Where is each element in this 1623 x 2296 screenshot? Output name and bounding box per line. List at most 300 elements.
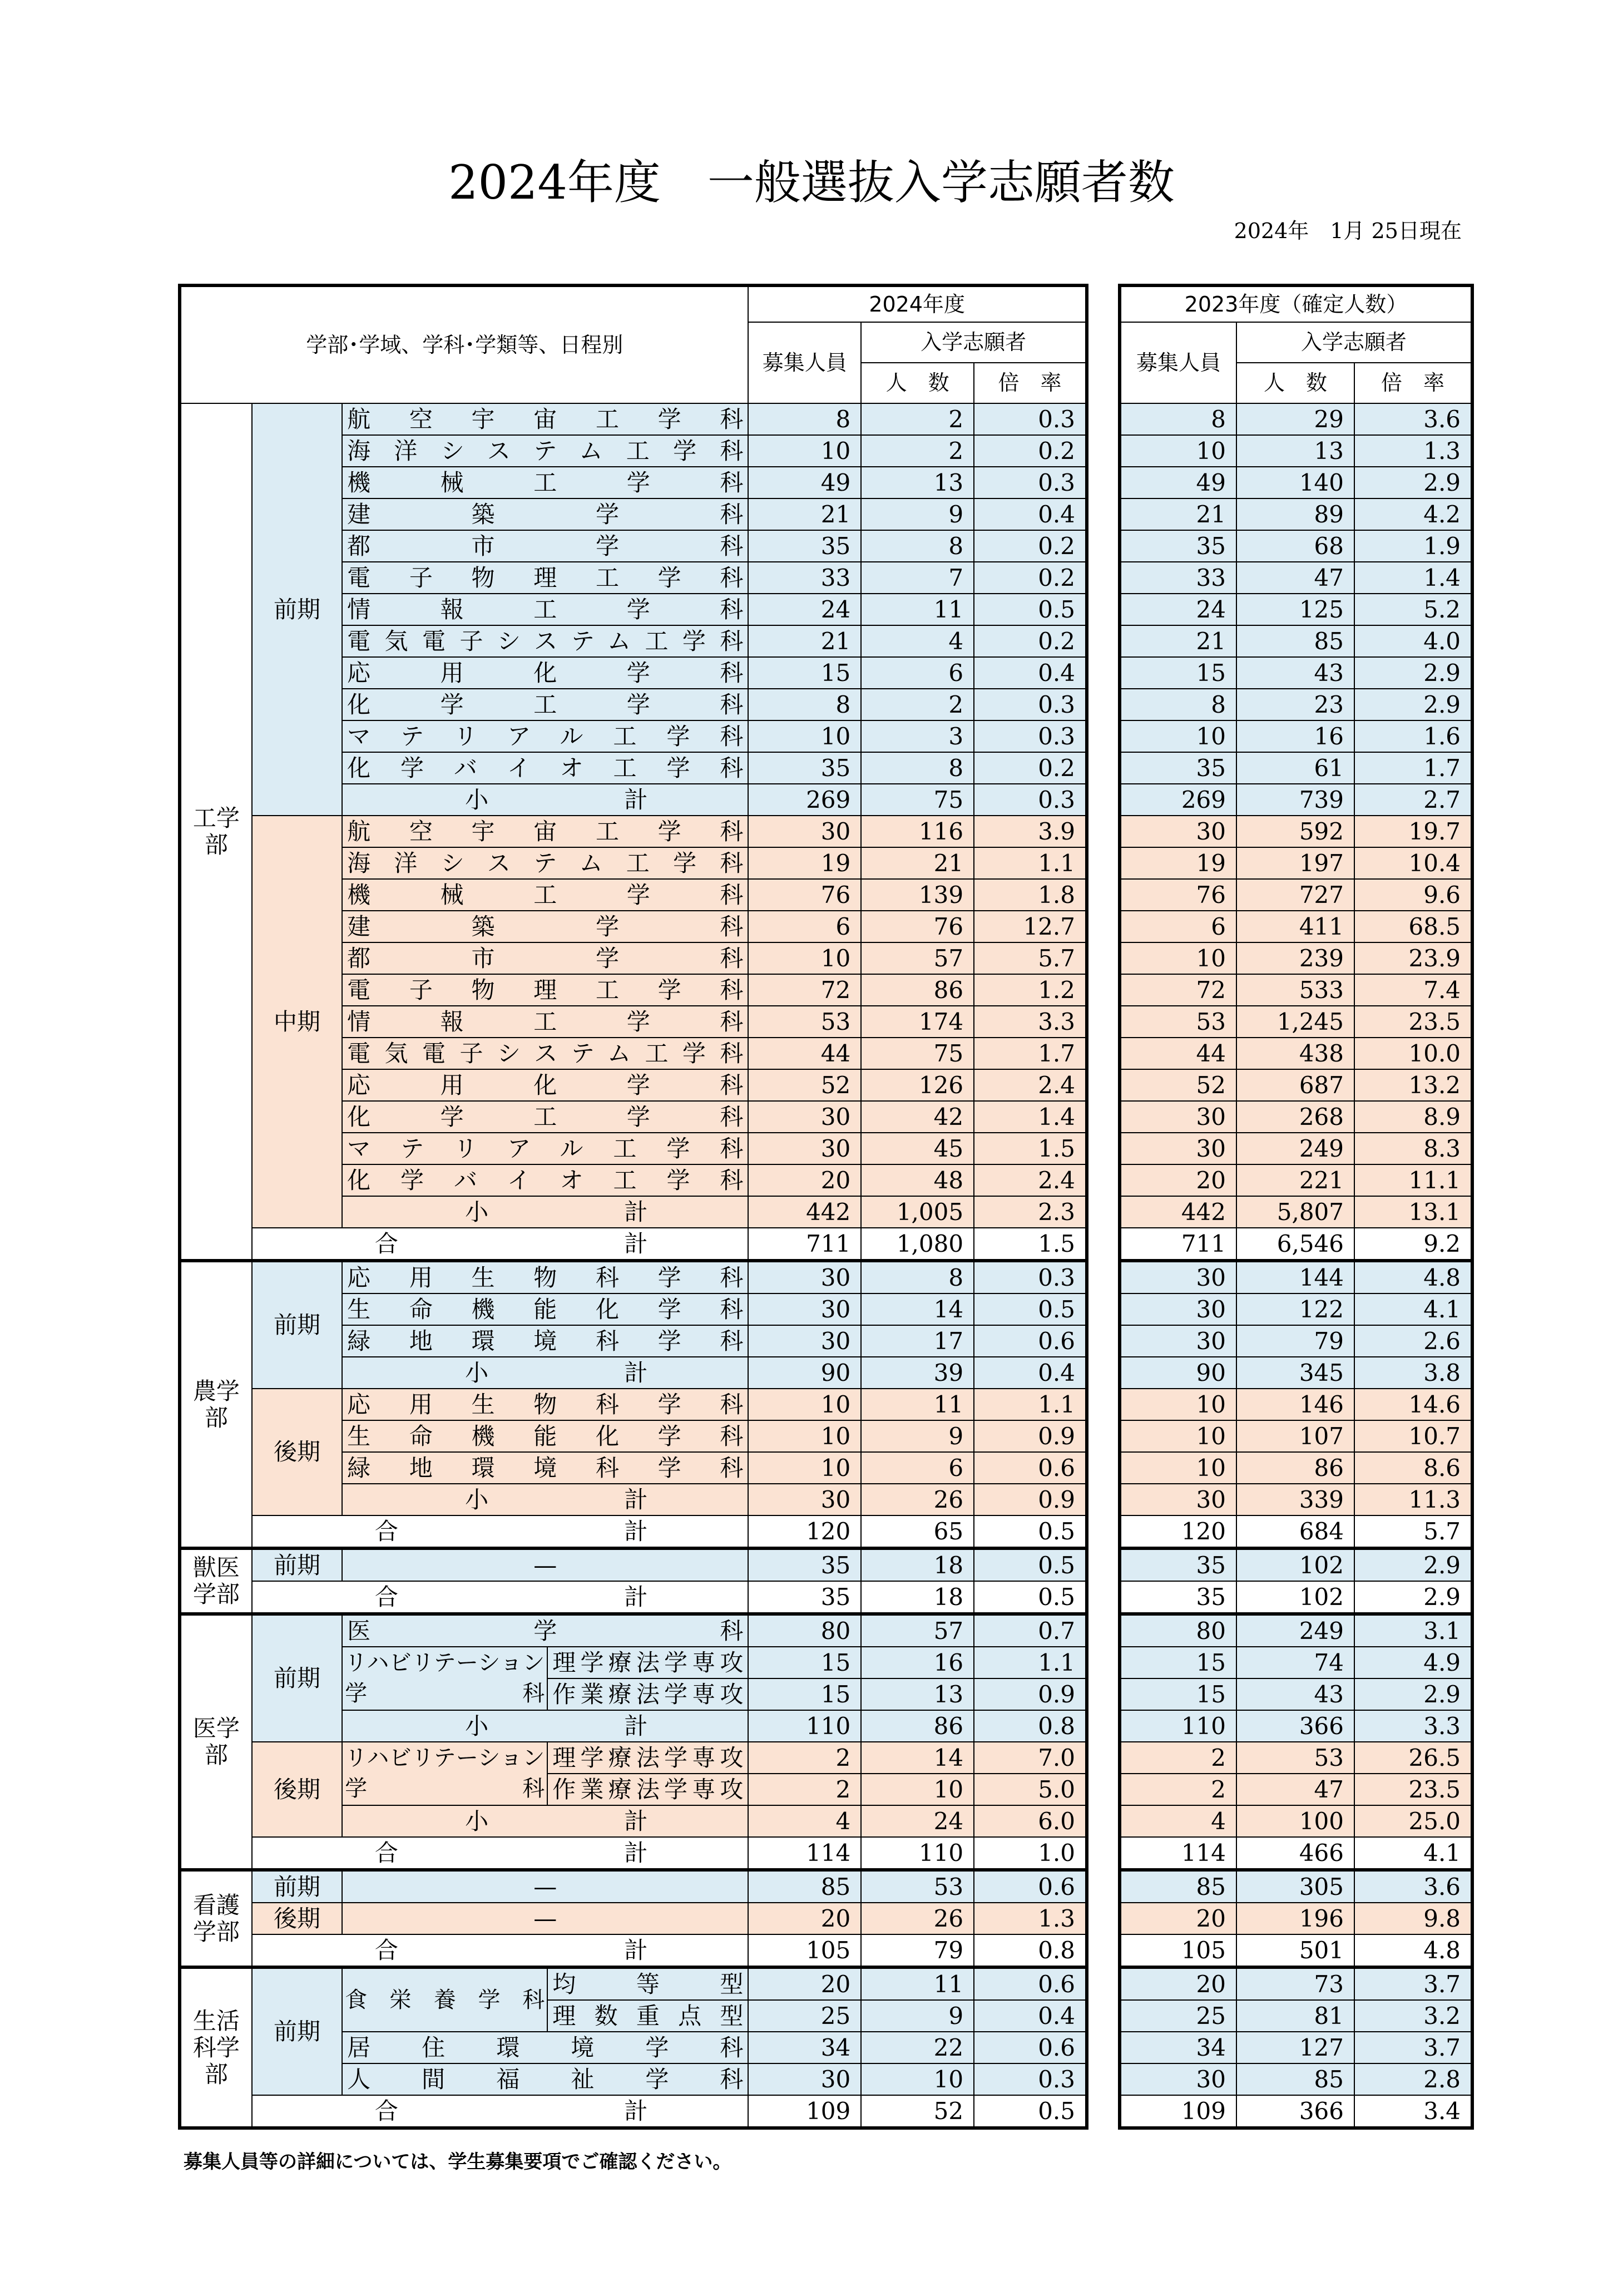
applicant-count-cell-2023: 73 <box>1236 1967 1354 2000</box>
applicant-count-cell: 11 <box>861 594 974 625</box>
capacity-cell-2023: 30 <box>1120 816 1236 847</box>
applicant-count-cell-2023: 366 <box>1236 2095 1354 2128</box>
ratio-cell: 0.4 <box>974 657 1087 689</box>
ratio-cell-2023: 1.7 <box>1354 752 1472 784</box>
department-name: 医学科 <box>342 1614 748 1647</box>
table-row <box>1120 816 1472 847</box>
ratio-cell-2023: 11.3 <box>1354 1484 1472 1515</box>
applicant-count-cell-2023: 5,807 <box>1236 1196 1354 1228</box>
capacity-cell-2023: 44 <box>1120 1038 1236 1069</box>
ratio-cell: 2.4 <box>974 1164 1087 1196</box>
course-name: 作業療法学専攻 <box>547 1678 748 1710</box>
table-row <box>1120 1678 1472 1710</box>
table-row <box>1120 562 1472 594</box>
capacity-cell: 90 <box>748 1357 861 1389</box>
ratio-cell-2023: 3.6 <box>1354 403 1472 435</box>
ratio-cell-2023: 4.9 <box>1354 1647 1472 1678</box>
table-row <box>1120 1101 1472 1133</box>
capacity-cell-2023: 10 <box>1120 1389 1236 1420</box>
applicant-count-cell: 3 <box>861 720 974 752</box>
total-label: 合計 <box>252 1934 749 1967</box>
ratio-cell: 0.8 <box>974 1934 1087 1967</box>
capacity-cell-2023: 10 <box>1120 720 1236 752</box>
capacity-cell-2023: 110 <box>1120 1710 1236 1742</box>
count-header-2023: 人 数 <box>1236 363 1354 403</box>
table-row <box>180 1228 1087 1261</box>
capacity-cell-2023: 30 <box>1120 1261 1236 1293</box>
capacity-cell-2023: 15 <box>1120 1678 1236 1710</box>
department-name: マテリアル工学科 <box>342 1133 748 1164</box>
ratio-cell-2023: 1.9 <box>1354 530 1472 562</box>
department-name: 海洋システム工学科 <box>342 847 748 879</box>
table-row <box>1120 1452 1472 1484</box>
ratio-cell-2023: 2.9 <box>1354 657 1472 689</box>
applicant-count-cell-2023: 305 <box>1236 1870 1354 1903</box>
faculty-cell: 医学部 <box>180 1614 252 1870</box>
ratio-cell: 0.3 <box>974 689 1087 720</box>
department-name: 電子物理工学科 <box>342 562 748 594</box>
applicant-count-cell: 9 <box>861 1420 974 1452</box>
applicant-count-cell-2023: 144 <box>1236 1261 1354 1293</box>
applicant-count-cell-2023: 125 <box>1236 594 1354 625</box>
ratio-cell: 0.2 <box>974 752 1087 784</box>
table-row <box>1120 847 1472 879</box>
table-row <box>1120 1325 1472 1357</box>
applicant-count-cell-2023: 239 <box>1236 942 1354 974</box>
applicant-count-cell: 9 <box>861 2000 974 2032</box>
applicant-count-cell: 86 <box>861 1710 974 1742</box>
department-name: 生命機能化学科 <box>342 1420 748 1452</box>
department-name: — <box>342 1870 748 1903</box>
table-row <box>1120 1870 1472 1903</box>
capacity-cell: 33 <box>748 562 861 594</box>
capacity-cell-2023: 35 <box>1120 1581 1236 1614</box>
ratio-cell: 1.5 <box>974 1133 1087 1164</box>
table-row <box>1120 1006 1472 1038</box>
ratio-cell: 0.5 <box>974 594 1087 625</box>
table-row <box>1120 942 1472 974</box>
capacity-cell: 35 <box>748 752 861 784</box>
ratio-cell: 0.8 <box>974 1710 1087 1742</box>
capacity-cell: 711 <box>748 1228 861 1261</box>
table-row <box>1120 1774 1472 1805</box>
ratio-cell: 0.2 <box>974 562 1087 594</box>
capacity-cell: 30 <box>748 1101 861 1133</box>
applicant-count-cell-2023: 1,245 <box>1236 1006 1354 1038</box>
capacity-cell-2023: 8 <box>1120 689 1236 720</box>
applicant-count-cell: 1,005 <box>861 1196 974 1228</box>
applicant-count-cell: 24 <box>861 1805 974 1837</box>
ratio-header-2023: 倍 率 <box>1354 363 1472 403</box>
applicant-count-cell: 16 <box>861 1647 974 1678</box>
capacity-cell-2023: 442 <box>1120 1196 1236 1228</box>
capacity-cell-2023: 120 <box>1120 1515 1236 1548</box>
table-2023 <box>1118 284 1474 2130</box>
table-row <box>1120 784 1472 816</box>
capacity-cell: 2 <box>748 1774 861 1805</box>
applicant-count-cell-2023: 140 <box>1236 467 1354 498</box>
capacity-cell: 10 <box>748 942 861 974</box>
table-row <box>1120 1164 1472 1196</box>
capacity-cell: 20 <box>748 1967 861 2000</box>
period-cell: 前期 <box>252 403 342 816</box>
applicant-count-cell-2023: 366 <box>1236 1710 1354 1742</box>
department-name: — <box>342 1548 748 1581</box>
applicant-count-cell-2023: 6,546 <box>1236 1228 1354 1261</box>
count-header: 人 数 <box>861 363 974 403</box>
period-cell: 後期 <box>252 1389 342 1515</box>
applicant-count-cell-2023: 43 <box>1236 1678 1354 1710</box>
table-row <box>1120 1581 1472 1614</box>
table-row <box>1120 657 1472 689</box>
capacity-cell-2023: 33 <box>1120 562 1236 594</box>
ratio-cell: 0.2 <box>974 625 1087 657</box>
applicant-count-cell-2023: 345 <box>1236 1357 1354 1389</box>
applicant-count-cell: 8 <box>861 752 974 784</box>
period-cell: 前期 <box>252 1967 342 2095</box>
capacity-cell-2023: 19 <box>1120 847 1236 879</box>
faculty-cell: 獣医学部 <box>180 1548 252 1614</box>
applicant-count-cell-2023: 61 <box>1236 752 1354 784</box>
ratio-cell: 0.6 <box>974 1325 1087 1357</box>
ratio-cell-2023: 23.5 <box>1354 1006 1472 1038</box>
table-row <box>180 403 1087 435</box>
ratio-cell: 0.3 <box>974 1261 1087 1293</box>
ratio-cell-2023: 26.5 <box>1354 1742 1472 1774</box>
ratio-cell-2023: 1.4 <box>1354 562 1472 594</box>
ratio-cell-2023: 25.0 <box>1354 1805 1472 1837</box>
capacity-cell: 80 <box>748 1614 861 1647</box>
table-row <box>1120 435 1472 467</box>
department-name: 緑地環境科学科 <box>342 1452 748 1484</box>
department-name: 建築学科 <box>342 911 748 942</box>
ratio-cell: 0.4 <box>974 498 1087 530</box>
total-label: 合計 <box>252 1837 749 1870</box>
table-row <box>1120 911 1472 942</box>
course-name: 作業療法学専攻 <box>547 1774 748 1805</box>
faculty-cell: 生活科学部 <box>180 1967 252 2128</box>
capacity-cell-2023: 269 <box>1120 784 1236 816</box>
ratio-cell-2023: 1.6 <box>1354 720 1472 752</box>
ratio-cell: 0.4 <box>974 1357 1087 1389</box>
capacity-cell-2023: 114 <box>1120 1837 1236 1870</box>
capacity-cell: 30 <box>748 1484 861 1515</box>
ratio-cell-2023: 9.6 <box>1354 879 1472 911</box>
table-row <box>1120 1742 1472 1774</box>
applicant-count-cell-2023: 47 <box>1236 1774 1354 1805</box>
capacity-cell: 25 <box>748 2000 861 2032</box>
ratio-cell: 1.1 <box>974 847 1087 879</box>
table-row <box>180 1548 1087 1581</box>
ratio-cell-2023: 13.2 <box>1354 1069 1472 1101</box>
ratio-cell: 0.6 <box>974 2032 1087 2063</box>
applicant-count-cell: 11 <box>861 1967 974 2000</box>
ratio-cell: 0.3 <box>974 2063 1087 2095</box>
applicant-count-cell-2023: 466 <box>1236 1837 1354 1870</box>
capacity-cell: 15 <box>748 1678 861 1710</box>
applicant-count-cell-2023: 438 <box>1236 1038 1354 1069</box>
capacity-cell-2023: 6 <box>1120 911 1236 942</box>
capacity-cell: 34 <box>748 2032 861 2063</box>
capacity-cell-2023: 4 <box>1120 1805 1236 1837</box>
ratio-cell: 0.6 <box>974 1870 1087 1903</box>
ratio-cell: 0.5 <box>974 1548 1087 1581</box>
capacity-cell-2023: 8 <box>1120 403 1236 435</box>
ratio-cell-2023: 3.4 <box>1354 2095 1472 2128</box>
applicant-count-cell: 18 <box>861 1581 974 1614</box>
department-name: 人間福祉学科 <box>342 2063 748 2095</box>
capacity-cell-2023: 35 <box>1120 530 1236 562</box>
applicant-count-cell-2023: 739 <box>1236 784 1354 816</box>
capacity-cell-2023: 76 <box>1120 879 1236 911</box>
total-label: 合計 <box>252 1581 749 1614</box>
department-name: 緑地環境科学科 <box>342 1325 748 1357</box>
applicant-count-cell-2023: 127 <box>1236 2032 1354 2063</box>
course-name: 理学療法学専攻 <box>547 1647 748 1678</box>
applicant-count-cell: 11 <box>861 1389 974 1420</box>
department-name: 情報工学科 <box>342 1006 748 1038</box>
ratio-cell: 0.6 <box>974 1967 1087 2000</box>
category-header: 学部･学域、学科･学類等、日程別 <box>180 285 748 403</box>
table-row <box>1120 2000 1472 2032</box>
ratio-cell: 0.9 <box>974 1420 1087 1452</box>
ratio-cell: 0.3 <box>974 403 1087 435</box>
faculty-cell: 工学部 <box>180 403 252 1261</box>
ratio-cell: 1.1 <box>974 1647 1087 1678</box>
as-of-date: 2024年 1月 25日現在 <box>1234 219 1462 243</box>
ratio-cell: 0.3 <box>974 467 1087 498</box>
capacity-header-2023: 募集人員 <box>1120 322 1236 403</box>
period-cell: 後期 <box>252 1742 342 1837</box>
capacity-cell-2023: 2 <box>1120 1742 1236 1774</box>
table-row <box>1120 498 1472 530</box>
ratio-cell: 0.3 <box>974 784 1087 816</box>
ratio-cell-2023: 5.7 <box>1354 1515 1472 1548</box>
capacity-cell: 30 <box>748 2063 861 2095</box>
capacity-cell: 24 <box>748 594 861 625</box>
department-name: 電気電子システム工学科 <box>342 1038 748 1069</box>
capacity-cell: 15 <box>748 1647 861 1678</box>
table-row <box>1120 403 1472 435</box>
ratio-cell-2023: 5.2 <box>1354 594 1472 625</box>
table-row <box>180 2095 1087 2128</box>
capacity-cell: 20 <box>748 1164 861 1196</box>
table-row <box>1120 1837 1472 1870</box>
department-name: 機械工学科 <box>342 879 748 911</box>
applicant-count-cell: 75 <box>861 1038 974 1069</box>
ratio-cell: 5.0 <box>974 1774 1087 1805</box>
ratio-cell: 0.5 <box>974 2095 1087 2128</box>
total-label: 合計 <box>252 1228 749 1261</box>
applicant-count-cell-2023: 687 <box>1236 1069 1354 1101</box>
capacity-cell: 10 <box>748 435 861 467</box>
ratio-cell: 12.7 <box>974 911 1087 942</box>
capacity-cell: 10 <box>748 1420 861 1452</box>
applicant-count-cell-2023: 81 <box>1236 2000 1354 2032</box>
ratio-cell: 0.7 <box>974 1614 1087 1647</box>
table-row <box>1120 1805 1472 1837</box>
capacity-cell-2023: 10 <box>1120 435 1236 467</box>
capacity-cell-2023: 15 <box>1120 1647 1236 1678</box>
year-2024-header: 2024年度 <box>748 285 1087 322</box>
applicant-count-cell: 22 <box>861 2032 974 2063</box>
applicant-count-cell-2023: 85 <box>1236 2063 1354 2095</box>
department-name: 化学工学科 <box>342 1101 748 1133</box>
period-cell: 前期 <box>252 1870 342 1903</box>
capacity-cell: 110 <box>748 1710 861 1742</box>
applicant-count-cell: 10 <box>861 2063 974 2095</box>
ratio-cell-2023: 7.4 <box>1354 974 1472 1006</box>
course-name: 均等型 <box>547 1967 748 2000</box>
capacity-cell: 4 <box>748 1805 861 1837</box>
department-name: 電子物理工学科 <box>342 974 748 1006</box>
department-name: 応用化学科 <box>342 1069 748 1101</box>
department-name: 食栄養学科 <box>342 1967 547 2032</box>
capacity-cell-2023: 30 <box>1120 1101 1236 1133</box>
capacity-cell: 30 <box>748 1293 861 1325</box>
capacity-cell: 85 <box>748 1870 861 1903</box>
capacity-cell: 114 <box>748 1837 861 1870</box>
table-row <box>1120 1647 1472 1678</box>
capacity-cell-2023: 109 <box>1120 2095 1236 2128</box>
applicant-count-cell: 2 <box>861 435 974 467</box>
applicant-count-cell: 110 <box>861 1837 974 1870</box>
capacity-cell: 10 <box>748 720 861 752</box>
table-row <box>1120 2095 1472 2128</box>
capacity-cell-2023: 711 <box>1120 1228 1236 1261</box>
applicant-count-cell: 13 <box>861 1678 974 1710</box>
table-row <box>1120 1293 1472 1325</box>
period-cell: 後期 <box>252 1903 342 1934</box>
ratio-cell-2023: 23.9 <box>1354 942 1472 974</box>
capacity-cell-2023: 85 <box>1120 1870 1236 1903</box>
table-row <box>1120 530 1472 562</box>
applicant-count-cell: 26 <box>861 1903 974 1934</box>
capacity-cell: 10 <box>748 1452 861 1484</box>
ratio-cell-2023: 2.6 <box>1354 1325 1472 1357</box>
applicant-count-cell: 14 <box>861 1293 974 1325</box>
table-row <box>1120 1903 1472 1934</box>
applicant-count-cell-2023: 122 <box>1236 1293 1354 1325</box>
ratio-cell-2023: 3.7 <box>1354 2032 1472 2063</box>
applicant-count-cell-2023: 100 <box>1236 1805 1354 1837</box>
ratio-cell: 0.2 <box>974 435 1087 467</box>
ratio-cell: 1.1 <box>974 1389 1087 1420</box>
table-row <box>1120 594 1472 625</box>
applicant-count-cell: 139 <box>861 879 974 911</box>
applicant-count-cell: 48 <box>861 1164 974 1196</box>
capacity-cell: 30 <box>748 1325 861 1357</box>
ratio-cell: 0.5 <box>974 1293 1087 1325</box>
applicant-count-cell: 79 <box>861 1934 974 1967</box>
department-name: 航空宇宙工学科 <box>342 403 748 435</box>
ratio-cell: 0.5 <box>974 1581 1087 1614</box>
department-name: 居住環境学科 <box>342 2032 748 2063</box>
applicant-count-cell: 18 <box>861 1548 974 1581</box>
subtotal-label: 小計 <box>342 784 748 816</box>
applicant-count-cell: 174 <box>861 1006 974 1038</box>
capacity-cell: 8 <box>748 403 861 435</box>
ratio-cell-2023: 4.2 <box>1354 498 1472 530</box>
period-cell: 中期 <box>252 816 342 1228</box>
table-row <box>180 816 1087 847</box>
applicant-count-cell-2023: 197 <box>1236 847 1354 879</box>
capacity-cell-2023: 30 <box>1120 2063 1236 2095</box>
ratio-cell-2023: 3.8 <box>1354 1357 1472 1389</box>
applicant-count-cell-2023: 43 <box>1236 657 1354 689</box>
capacity-cell: 30 <box>748 816 861 847</box>
ratio-cell: 0.2 <box>974 530 1087 562</box>
department-name: 都市学科 <box>342 942 748 974</box>
table-row <box>1120 1069 1472 1101</box>
capacity-cell-2023: 10 <box>1120 1452 1236 1484</box>
applicant-count-cell-2023: 501 <box>1236 1934 1354 1967</box>
department-name: 化学バイオ工学科 <box>342 752 748 784</box>
table-row <box>1120 1389 1472 1420</box>
department-name: 応用生物科学科 <box>342 1389 748 1420</box>
table-row <box>1120 1228 1472 1261</box>
capacity-cell-2023: 34 <box>1120 2032 1236 2063</box>
capacity-cell-2023: 30 <box>1120 1133 1236 1164</box>
ratio-cell: 0.3 <box>974 720 1087 752</box>
capacity-cell: 52 <box>748 1069 861 1101</box>
applicant-count-cell: 13 <box>861 467 974 498</box>
applicant-count-cell-2023: 268 <box>1236 1101 1354 1133</box>
subtotal-label: 小計 <box>342 1357 748 1389</box>
department-name: リハビリテーション学科 <box>342 1742 547 1805</box>
table-row <box>1120 1710 1472 1742</box>
ratio-cell: 7.0 <box>974 1742 1087 1774</box>
applicant-count-cell: 2 <box>861 403 974 435</box>
capacity-cell: 21 <box>748 498 861 530</box>
department-name: 機械工学科 <box>342 467 748 498</box>
capacity-cell: 269 <box>748 784 861 816</box>
year-2023-header: 2023年度（確定人数） <box>1120 285 1472 322</box>
subtotal-label: 小計 <box>342 1710 748 1742</box>
ratio-cell: 1.4 <box>974 1101 1087 1133</box>
department-name: 生命機能化学科 <box>342 1293 748 1325</box>
ratio-cell-2023: 8.6 <box>1354 1452 1472 1484</box>
table-row <box>1120 720 1472 752</box>
ratio-cell-2023: 19.7 <box>1354 816 1472 847</box>
applicants-header: 入学志願者 <box>861 322 1087 363</box>
table-row <box>1120 1967 1472 2000</box>
ratio-cell-2023: 1.3 <box>1354 435 1472 467</box>
period-cell: 前期 <box>252 1548 342 1581</box>
capacity-cell: 72 <box>748 974 861 1006</box>
capacity-cell: 8 <box>748 689 861 720</box>
capacity-cell-2023: 49 <box>1120 467 1236 498</box>
capacity-header: 募集人員 <box>748 322 861 403</box>
applicant-count-cell-2023: 13 <box>1236 435 1354 467</box>
ratio-cell: 1.3 <box>974 1903 1087 1934</box>
applicant-count-cell-2023: 146 <box>1236 1389 1354 1420</box>
capacity-cell-2023: 30 <box>1120 1484 1236 1515</box>
applicant-count-cell: 57 <box>861 942 974 974</box>
subtotal-label: 小計 <box>342 1805 748 1837</box>
applicant-count-cell: 8 <box>861 530 974 562</box>
ratio-cell-2023: 9.2 <box>1354 1228 1472 1261</box>
applicant-count-cell: 65 <box>861 1515 974 1548</box>
table-row <box>1120 1614 1472 1647</box>
capacity-cell: 20 <box>748 1903 861 1934</box>
applicant-count-cell: 6 <box>861 1452 974 1484</box>
capacity-cell-2023: 30 <box>1120 1325 1236 1357</box>
applicant-count-cell: 4 <box>861 625 974 657</box>
department-name: 応用生物科学科 <box>342 1261 748 1293</box>
applicant-count-cell-2023: 86 <box>1236 1452 1354 1484</box>
capacity-cell-2023: 10 <box>1120 942 1236 974</box>
